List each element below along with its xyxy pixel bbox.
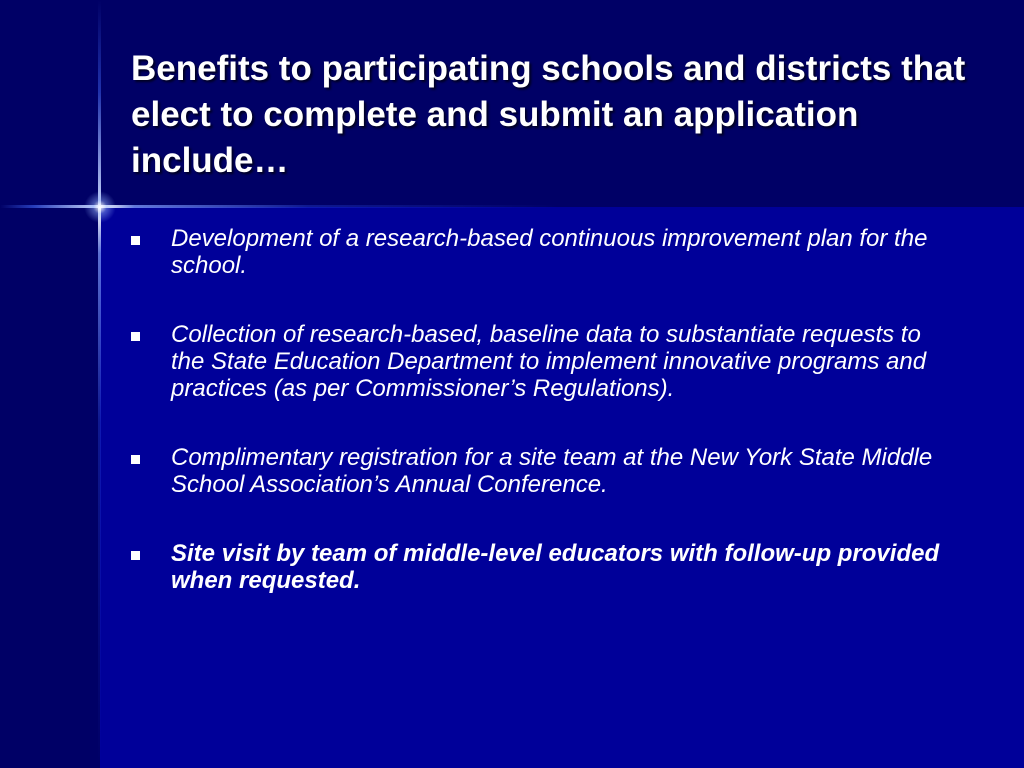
bullet-text: Complimentary registration for a site team at the New York State Middle School Association’s Annual Conference. <box>171 444 933 498</box>
slide-title: Benefits to participating schools and districts that elect to complete and submit an application include… <box>131 49 966 180</box>
bullet-text: Development of a research-based continuous improvement plan for the school. <box>171 225 928 279</box>
bullet-text: Site visit by team of middle-level educators with follow-up provided when requested. <box>171 540 940 594</box>
bullet-item <box>131 444 951 498</box>
bullet-list <box>131 225 951 636</box>
square-bullet-icon <box>131 551 140 560</box>
bullet-item <box>131 540 951 594</box>
bullet-item <box>131 225 951 279</box>
sparkle-accent-icon <box>84 191 116 223</box>
square-bullet-icon <box>131 332 140 341</box>
square-bullet-icon <box>131 455 140 464</box>
bullet-text: Collection of research-based, baseline data to substantiate requests to the State Education Department to implement innovative programs and practices (as per Commissioner’s Regulations). <box>171 321 927 402</box>
bullet-item <box>131 321 951 402</box>
vertical-accent-line <box>98 0 101 768</box>
square-bullet-icon <box>131 236 140 245</box>
